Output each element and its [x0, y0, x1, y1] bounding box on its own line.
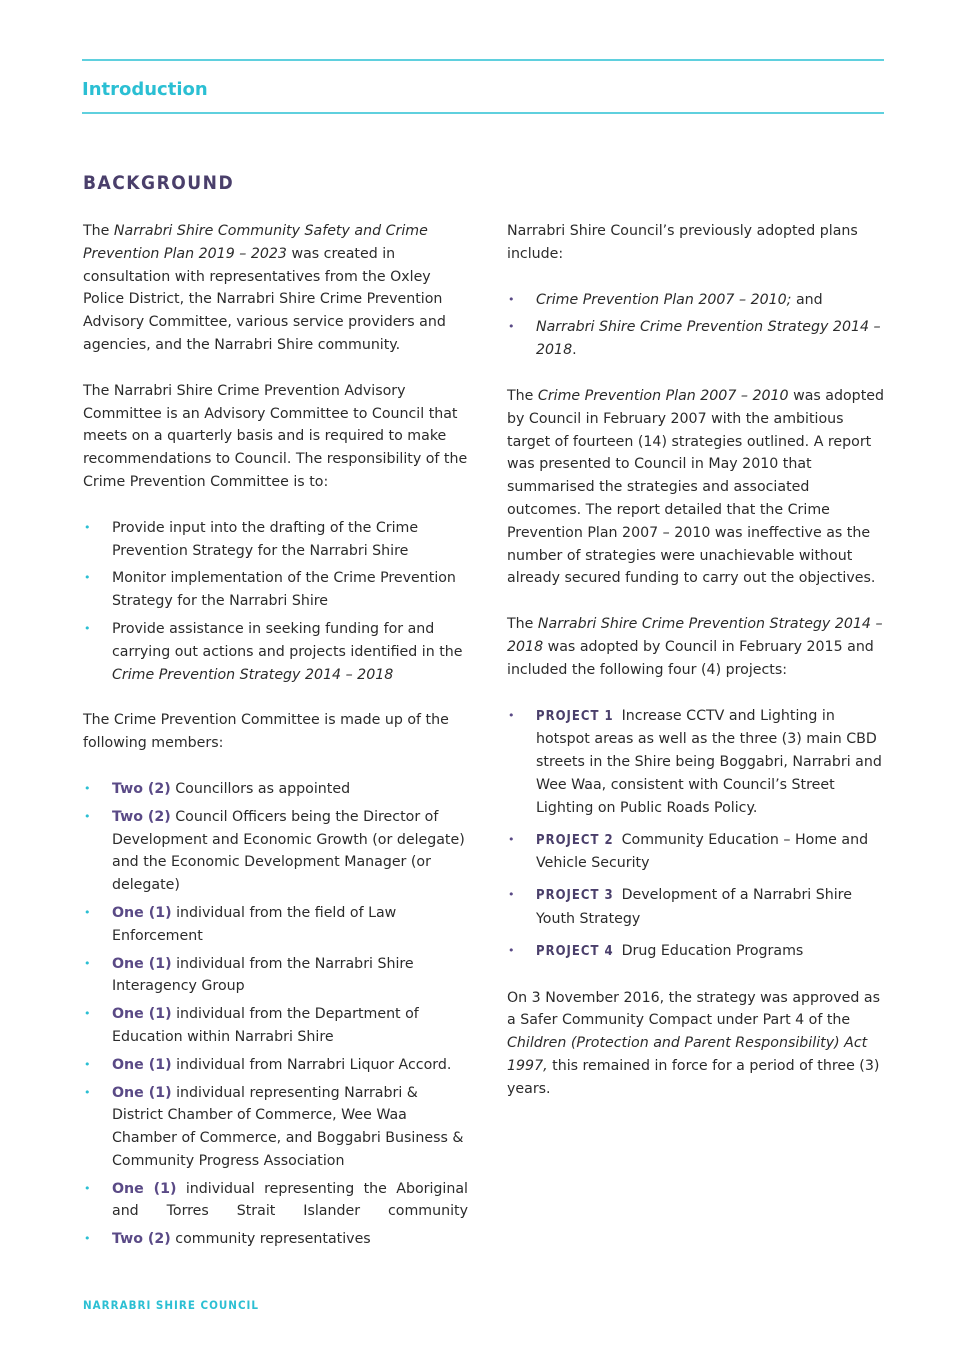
left-column — [83, 220, 468, 1274]
project-label: PROJECT 3 — [536, 888, 614, 904]
member-quantity: One (1) — [112, 955, 172, 972]
member-quantity: One (1) — [112, 904, 172, 921]
list-item: • One (1) individual from Narrabri Liquor Accord. — [83, 1054, 468, 1077]
list-item: • Monitor implementation of the Crime Prevention Strategy for the Narrabri Shire — [83, 567, 468, 613]
list-item: • Two (2) Council Officers being the Director of Development and Economic Growth (or delegate) and the Economic Development Manager (or delegate) — [83, 806, 468, 897]
list-item: • Two (2) community representatives — [83, 1228, 468, 1251]
list-item: • PROJECT 1 Increase CCTV and Lighting in hotspot areas as well as the three (3) main CBD streets in the Shire being Boggabri, Narrabri and Wee Waa, consistent with Council’s Street Lighting on Public Roads Policy. — [507, 705, 887, 820]
members-paragraph: The Crime Prevention Committee is made up of the following members: — [83, 712, 449, 752]
member-quantity: One (1) — [112, 1180, 177, 1197]
list-item: • Narrabri Shire Crime Prevention Strategy 2014 – 2018. — [507, 316, 887, 362]
page-heading: BACKGROUND — [83, 172, 235, 194]
member-quantity: Two (2) — [112, 808, 171, 825]
project-label: PROJECT 1 — [536, 708, 614, 724]
intro-paragraph: The Narrabri Shire Community Safety and Crime Prevention Plan 2019 – 2023 was created in consultation with representatives from the Oxley Police District, the Narrabri Shire Crime Prevention Advisory Committee, various service providers and agencies, and the Narrabri Shire community. — [83, 223, 446, 353]
plan-2007-paragraph: The Crime Prevention Plan 2007 – 2010 was adopted by Council in February 2007 with the ambitious target of fourteen (14) strategies outlined. A report was presented to Council in May 2010 that summarised the strategies and associated outcomes. The report detailed that the Crime Prevention Plan 2007 – 2010 was ineffective as the number of strategies were unachievable without already secured funding to carry out the objectives. — [507, 387, 884, 587]
member-quantity: One (1) — [112, 1006, 172, 1023]
right-column — [507, 220, 887, 1124]
plans-list — [507, 289, 887, 362]
list-item: • One (1) individual from the Narrabri Shire Interagency Group — [83, 953, 468, 999]
project-label: PROJECT 2 — [536, 832, 614, 848]
list-item: • Provide input into the drafting of the Crime Prevention Strategy for the Narrabri Shire — [83, 517, 468, 563]
list-item: • PROJECT 2 Community Education – Home and Vehicle Security — [507, 829, 887, 876]
plan-title: Narrabri Shire Community Safety and Crime Prevention Plan 2019 – 2023 — [83, 223, 428, 262]
list-item: • One (1) individual representing the Aboriginal and Torres Strait Islander community — [83, 1178, 468, 1224]
list-item: • One (1) individual from the field of Law Enforcement — [83, 902, 468, 948]
list-item: • One (1) individual representing Narrabri & District Chamber of Commerce, Wee Waa Chamber of Commerce, and Boggabri Business & Community Progress Association — [83, 1082, 468, 1173]
list-item: • Provide assistance in seeking funding for and carrying out actions and projects identified in the Crime Prevention Strategy 2014 – 2018 — [83, 618, 468, 686]
responsibilities-list — [83, 517, 468, 687]
strategy-paragraph: The Narrabri Shire Crime Prevention Strategy 2014 – 2018 was adopted by Council in February 2015 and included the following four (4) projects: — [507, 616, 883, 678]
member-quantity: Two (2) — [112, 780, 171, 797]
header-bottom-rule — [82, 112, 884, 114]
list-item: • Two (2) Councillors as appointed — [83, 778, 468, 801]
compact-paragraph: On 3 November 2016, the strategy was approved as a Safer Community Compact under Part 4 of the Children (Protection and Parent Responsibility) Act 1997, this remained in force for a period of three (3) years. — [507, 989, 880, 1097]
footer-organisation: NARRABRI SHIRE COUNCIL — [83, 1298, 259, 1312]
member-quantity: One (1) — [112, 1084, 172, 1101]
member-quantity: Two (2) — [112, 1231, 171, 1248]
member-quantity: One (1) — [112, 1056, 172, 1073]
project-label: PROJECT 4 — [536, 943, 614, 959]
list-item: • Crime Prevention Plan 2007 – 2010; and — [507, 289, 887, 312]
committee-paragraph: The Narrabri Shire Crime Prevention Advisory Committee is an Advisory Committee to Council that meets on a quarterly basis and is required to make recommendations to Council. The responsibility of the Crime Prevention Committee is to: — [83, 382, 468, 490]
plans-paragraph: Narrabri Shire Council’s previously adopted plans include: — [507, 223, 858, 262]
header-top-rule — [82, 59, 884, 61]
list-item: • PROJECT 3 Development of a Narrabri Shire Youth Strategy — [507, 884, 887, 931]
list-item: • PROJECT 4 Drug Education Programs — [507, 940, 887, 964]
projects-list — [507, 705, 887, 964]
list-item: • One (1) individual from the Department of Education within Narrabri Shire — [83, 1003, 468, 1049]
section-title: Introduction — [82, 79, 208, 100]
members-list — [83, 778, 468, 1251]
